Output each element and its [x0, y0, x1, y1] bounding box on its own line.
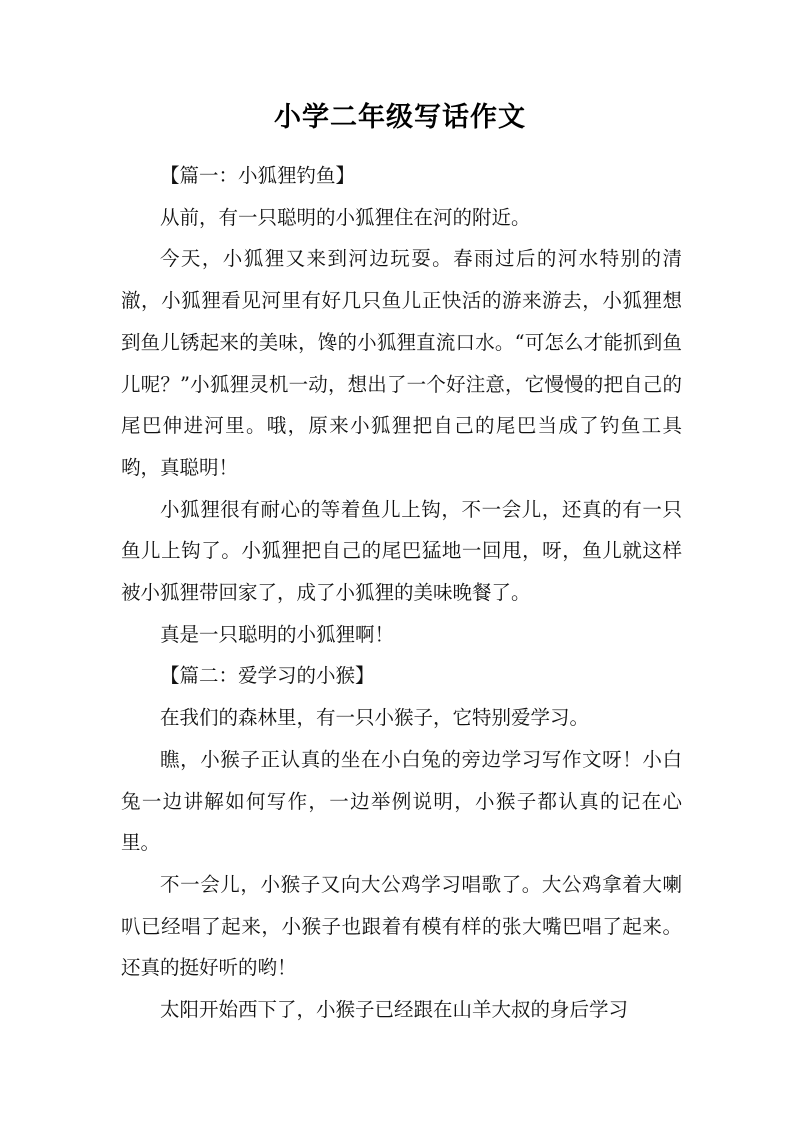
paragraph: 不一会儿，小猴子又向大公鸡学习唱歌了。大公鸡拿着大喇叭已经唱了起来，小猴子也跟着有模有样的张大嘴巴唱了起来。还真的挺好听的哟！ [121, 872, 682, 980]
paragraph: 小狐狸很有耐心的等着鱼儿上钩，不一会儿，还真的有一只鱼儿上钩了。小狐狸把自己的尾巴猛地一回甩，呀，鱼儿就这样被小狐狸带回家了，成了小狐狸的美味晚餐了。 [121, 497, 682, 605]
paragraph: 真是一只聪明的小狐狸啊！ [160, 622, 395, 646]
section-heading-2: 【篇二：爱学习的小猴】 [160, 664, 375, 688]
paragraph: 瞧，小猴子正认真的坐在小白兔的旁边学习写作文呀！小白兔一边讲解如何写作，一边举例说明，小猴子都认真的记在心里。 [121, 747, 682, 855]
paragraph: 从前，有一只聪明的小狐狸住在河的附近。 [160, 205, 531, 229]
section-heading-1: 【篇一：小狐狸钓鱼】 [160, 164, 356, 187]
paragraph: 在我们的森林里，有一只小猴子，它特别爱学习。 [160, 706, 590, 730]
paragraph: 今天，小狐狸又来到河边玩耍。春雨过后的河水特别的清澈，小狐狸看见河里有好几只鱼儿正快活的游来游去，小狐狸想到鱼儿锈起来的美味，馋的小狐狸直流口水。“可怎么才能抓到鱼儿呢？”小狐狸灵机一动，想出了一个好注意，它慢慢的把自己的尾巴伸进河里。哦，原来小狐狸把自己的尾巴当成了钓鱼工具哟，真聪明！ [121, 247, 682, 479]
paragraph: 太阳开始西下了，小猴子已经跟在山羊大叔的身后学习 [160, 998, 629, 1022]
document-body [121, 155, 682, 1031]
document-title: 小学二年级写话作文 [274, 102, 526, 133]
